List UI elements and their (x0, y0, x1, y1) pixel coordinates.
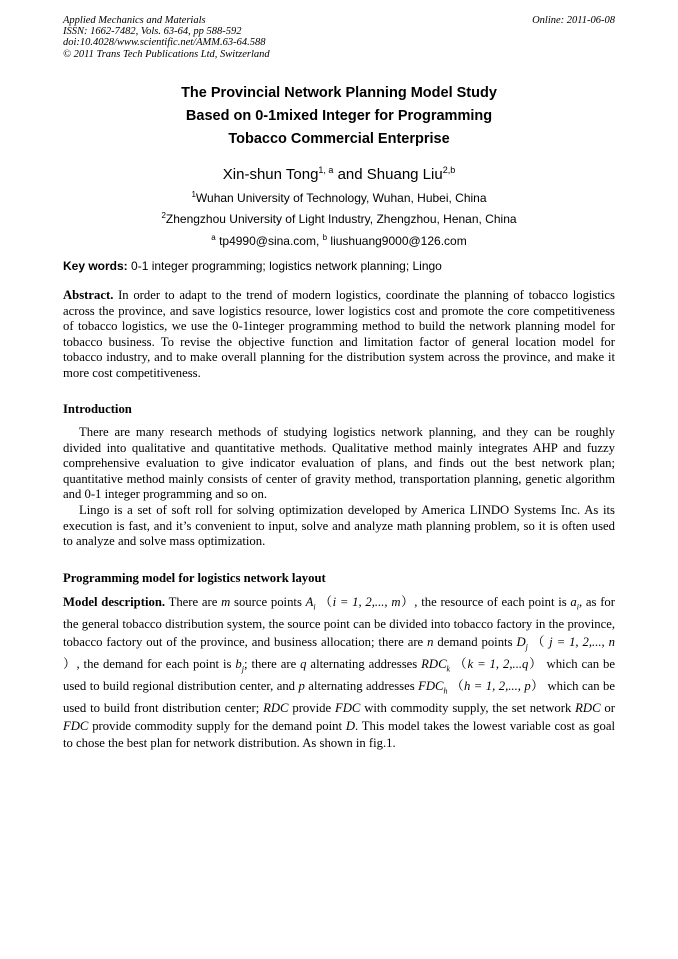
email-a: tp4990@sina.com, (215, 234, 323, 248)
affiliation-1 (63, 187, 615, 206)
keywords (63, 259, 615, 274)
email-line (63, 230, 615, 249)
affiliation-2-text: Zhengzhou University of Light Industry, Zhengzhou, Henan, China (165, 212, 517, 226)
keywords-label: Key words: (63, 259, 128, 273)
model-text: ; there are (243, 656, 301, 671)
model-text: provide (288, 701, 335, 716)
journal-header (63, 15, 270, 60)
title-line-2: Based on 0-1mixed Integer for Programming (185, 108, 493, 124)
model-text: ） which can be used to build regional distribution center, and (63, 656, 615, 693)
paper-title (63, 82, 615, 151)
math-D: D (345, 718, 356, 733)
math-FDC: FDC (418, 678, 444, 693)
math-A: A (305, 595, 314, 609)
copyright-line: © 2011 Trans Tech Publications Ltd, Switzerland (63, 48, 270, 60)
math-D: D (516, 634, 526, 649)
model-text: （ (450, 656, 468, 671)
affiliation-2 (63, 208, 615, 227)
model-text: or (600, 701, 615, 716)
math-sub-k: k (446, 664, 451, 674)
online-date: Online: 2011-06-08 (532, 15, 615, 26)
math-FDC: FDC (334, 701, 361, 716)
author-2: Shuang Liu (366, 166, 443, 183)
model-text: （ (527, 634, 550, 649)
author-1: Xin-shun Tong (222, 166, 319, 183)
math-n: n (427, 634, 434, 649)
model-text: . This model takes the lowest variable cost as goal to chose the best plan for network distribution. As shown in fig.1. (63, 718, 615, 751)
math-i-range: i = 1, 2,..., m (332, 595, 401, 609)
model-text: provide commodity supply for the demand point (88, 718, 346, 733)
model-text: demand points (433, 634, 517, 649)
introduction-heading: Introduction (63, 402, 132, 416)
model-text: , as for the general tobacco distribution system, the source point can be divided into tobacco factory in the province, tobacco factory out of the province, and business allocation; there are (63, 595, 615, 649)
email-a-marker: a (211, 233, 216, 242)
affiliation-1-marker: 1 (191, 190, 196, 199)
math-b: b (235, 656, 242, 671)
math-FDC: FDC (63, 718, 89, 733)
introduction-paragraph-2: Lingo is a set of soft roll for solving optimization developed by America LINDO Systems Inc. As its execution is fast, and it’s convenient to input, solve and analyze math planning problem, so it is often used to analyze and solve mass optimization. (63, 503, 615, 549)
author-line (63, 160, 615, 185)
issn-line: ISSN: 1662-7482, Vols. 63-64, pp 588-592 (63, 26, 242, 38)
math-a: a (570, 595, 577, 609)
abstract (63, 288, 615, 382)
math-k-range: k = 1, 2,...q (467, 656, 529, 671)
model-description-label: Model description. (63, 595, 166, 609)
author-conjunction: and (333, 166, 367, 183)
programming-heading: Programming model for logistics network layout (63, 571, 326, 585)
math-sub-j: j (241, 664, 244, 674)
math-m: m (221, 595, 231, 609)
affiliation-2-marker: 2 (161, 211, 166, 220)
model-text: ） which can be used to build front distribution center; (63, 678, 616, 716)
model-text: with commodity supply, the set network (360, 701, 576, 716)
author-1-marker: 1, a (318, 165, 334, 175)
math-j-range: j = 1, 2,..., n (549, 634, 615, 649)
title-line-3: Tobacco Commercial Enterprise (228, 131, 450, 147)
model-text: ）, the demand for each point is (63, 656, 236, 671)
model-text: source points (230, 595, 306, 609)
doi-line: doi:10.4028/www.scientific.net/AMM.63-64.588 (63, 37, 266, 49)
math-RDC: RDC (421, 656, 447, 671)
math-q: q (300, 656, 307, 671)
keywords-text: 0-1 integer programming; logistics network planning; Lingo (127, 259, 442, 273)
math-p: p (298, 678, 305, 693)
title-line-1: The Provincial Network Planning Model Study (181, 85, 497, 101)
model-text: alternating addresses (304, 678, 419, 693)
journal-name: Applied Mechanics and Materials (63, 15, 206, 26)
introduction-paragraph-1: There are many research methods of studying logistics network planning, and they can be roughly divided into qualitative and quantitative methods. Qualitative method mainly integrates AHP and fuzzy comprehensive evaluation to give indicator evaluation of plans, and finds out the best network plan; quantitative method mainly consists of center of gravity method, transportation planning, genetic algorithm and 0-1 integer programming and so on. (63, 425, 615, 502)
model-text: （ (315, 595, 333, 609)
affiliation-1-text: Wuhan University of Technology, Wuhan, Hubei, China (195, 191, 487, 205)
model-description (63, 594, 615, 753)
model-text: There are (165, 595, 222, 609)
email-b: liushuang9000@126.com (327, 234, 467, 248)
abstract-label: Abstract. (63, 288, 114, 302)
model-text: ）, the resource of each point is (400, 595, 571, 609)
math-RDC: RDC (575, 701, 601, 716)
email-b-marker: b (322, 233, 328, 242)
math-sub-h: h (443, 686, 448, 696)
math-sub-i: i (313, 602, 316, 612)
math-h-range: h = 1, 2,..., p (463, 678, 531, 693)
abstract-text: In order to adapt to the trend of modern logistics, coordinate the planning of tobacco logistics across the province, and save logistics resource, lower logistics cost and promote the core competitiveness of tobacco logistics, we use the 0-1integer programming method to build the network planning model for tobacco business. To revise the objective function and limitation factor of general location model for tobacco industry, and to make overall planning for the distribution system across the province, and make it more cost competitiveness. (63, 288, 615, 380)
author-2-marker: 2,b (442, 165, 456, 175)
model-text: alternating addresses (306, 656, 422, 671)
math-RDC: RDC (263, 701, 289, 716)
math-sub-i: i (576, 602, 579, 612)
model-text: （ (447, 678, 464, 693)
math-sub-j: j (525, 642, 528, 652)
